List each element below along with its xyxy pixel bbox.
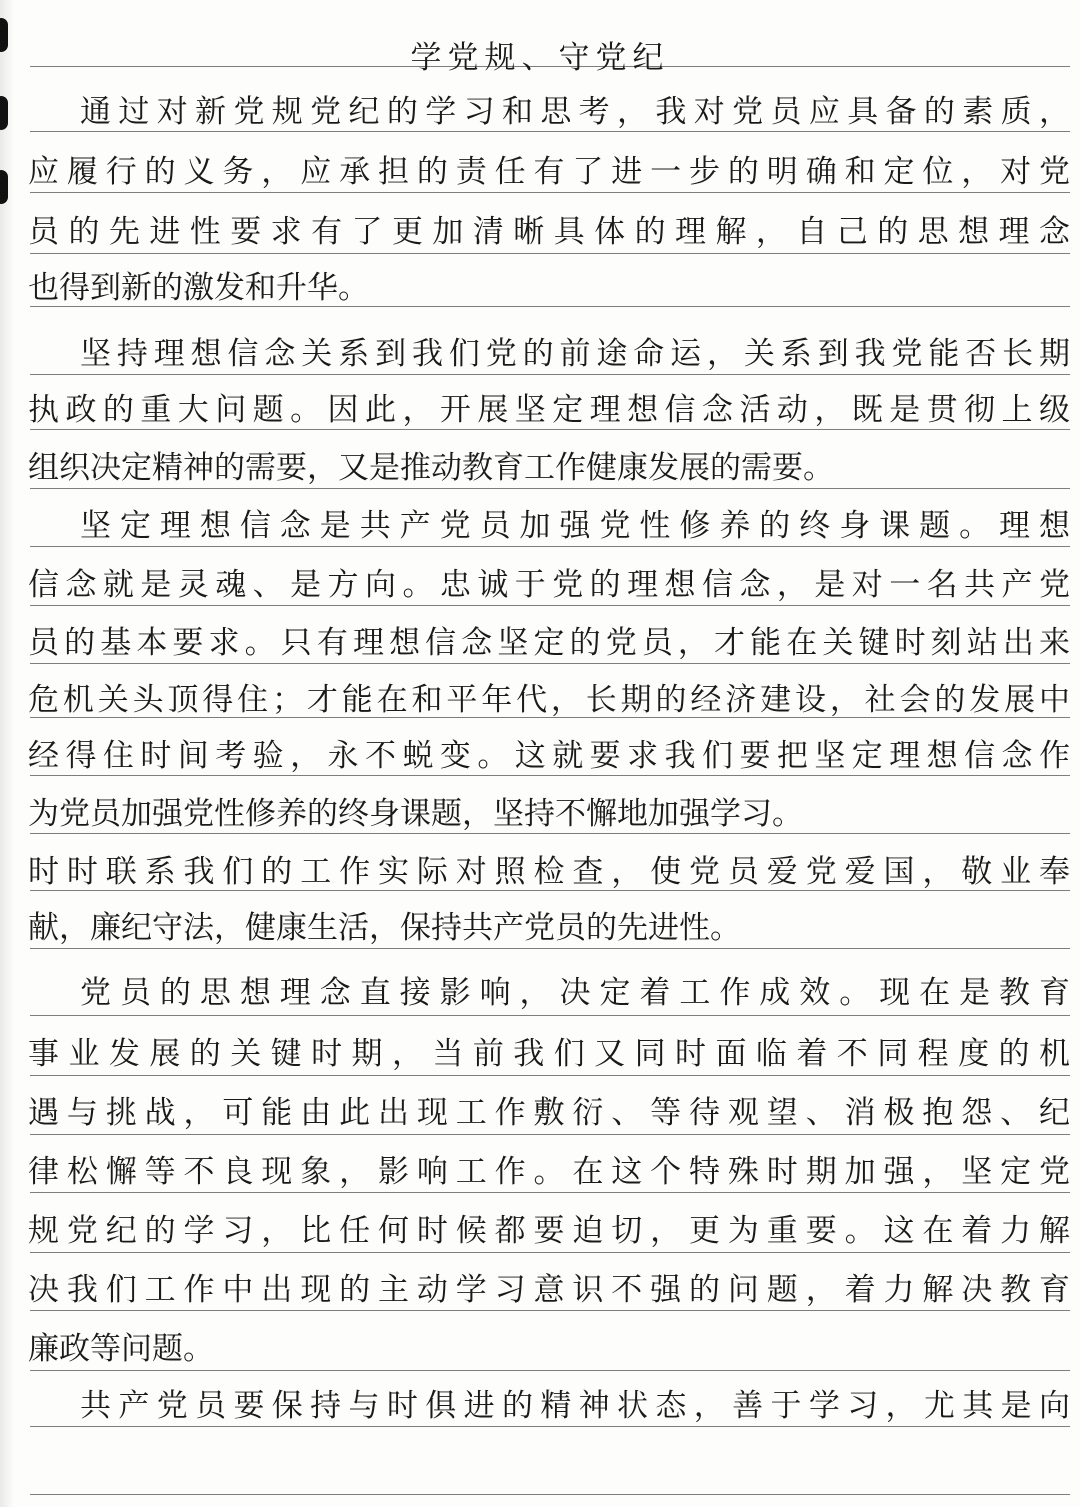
text-line: 执政的重大问题。因此，开展坚定理想信念活动，既是贯彻上级 <box>28 392 1070 428</box>
text-line: 坚定理想信念是共产党员加强党性修养的终身课题。理想 <box>80 508 1070 544</box>
page-title: 学党规、守党纪 <box>410 40 670 76</box>
text-line: 通过对新党规党纪的学习和思考，我对党员应具备的素质， <box>80 94 1070 130</box>
text-line: 危机关头顶得住；才能在和平年代，长期的经济建设，社会的发展中 <box>28 682 1070 718</box>
text-line: 共产党员要保持与时俱进的精神状态，善于学习，尤其是向 <box>80 1388 1070 1424</box>
text-line: 员的基本要求。只有理想信念坚定的党员，才能在关键时刻站出来 <box>28 625 1070 661</box>
text-line: 律松懈等不良现象，影响工作。在这个特殊时期加强，坚定党 <box>28 1154 1070 1190</box>
text-line: 决我们工作中出现的主动学习意识不强的问题，着力解决教育 <box>28 1272 1070 1308</box>
text-line: 献，廉纪守法，健康生活，保持共产党员的先进性。 <box>28 910 741 946</box>
text-line: 也得到新的激发和升华。 <box>28 270 369 306</box>
text-line: 遇与挑战，可能由此出现工作敷衍、等待观望、消极抱怨、纪 <box>28 1095 1070 1131</box>
text-line: 党员的思想理念直接影响，决定着工作成效。现在是教育 <box>80 975 1070 1011</box>
text-line: 时时联系我们的工作实际对照检查，使党员爱党爱国，敬业奉 <box>28 854 1070 890</box>
text-line: 员的先进性要求有了更加清晰具体的理解，自己的思想理念 <box>28 214 1070 250</box>
text-line: 廉政等问题。 <box>28 1331 214 1367</box>
text-line: 经得住时间考验，永不蜕变。这就要求我们要把坚定理想信念作 <box>28 738 1070 774</box>
text-line: 组织决定精神的需要，又是推动教育工作健康发展的需要。 <box>28 450 834 486</box>
text-line: 事业发展的关键时期，当前我们又同时面临着不同程度的机 <box>28 1036 1070 1072</box>
text-line: 规党纪的学习，比任何时候都要迫切，更为重要。这在着力解 <box>28 1213 1070 1249</box>
text-line: 为党员加强党性修养的终身课题，坚持不懈地加强学习。 <box>28 796 803 832</box>
text-line: 信念就是灵魂、是方向。忠诚于党的理想信念，是对一名共产党 <box>28 567 1070 603</box>
binding-hole <box>0 170 8 204</box>
rule-line <box>30 1015 1070 1016</box>
rule-line <box>30 1494 1070 1495</box>
text-line: 应履行的义务，应承担的责任有了进一步的明确和定位，对党 <box>28 154 1070 190</box>
text-line: 坚持理想信念关系到我们党的前途命运，关系到我党能否长期 <box>80 336 1070 372</box>
binding-hole <box>0 96 8 130</box>
binding-edge <box>0 0 14 1507</box>
